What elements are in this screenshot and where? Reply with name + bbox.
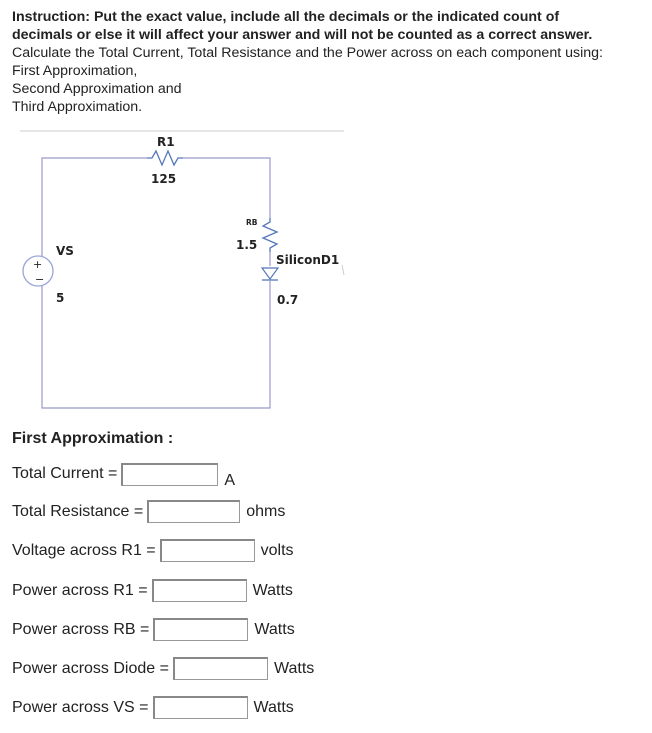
diode-symbol [262,268,278,279]
wire-top-right [183,158,270,218]
rb-name-label: RB [246,218,258,227]
r1-name-label: R1 [157,135,175,149]
diode-name-label: SiliconD1 [276,253,340,267]
power-rb-unit: Watts [254,620,295,638]
power-vs-input[interactable] [153,696,248,719]
total-resistance-row [12,500,285,523]
r1-value-label: 125 [151,172,177,186]
vs-minus-sign: − [35,273,45,286]
vs-plus-sign: + [33,258,43,271]
voltage-r1-unit: volts [260,541,294,559]
wire-bottom [42,287,270,408]
power-rb-row [12,618,295,641]
instruction-bold-line-1: Instruction: Put the exact value, include all the decimals or the indicated count of [12,9,560,25]
power-diode-row [12,657,314,680]
instruction-line-4: First Approximation, [12,63,138,79]
diagram-right-tick [342,265,344,275]
power-vs-label: Power across VS = [12,698,149,716]
instruction-line-3: Calculate the Total Current, Total Resistance and the Power across on each component using: [12,45,603,61]
diode-value-label: 0.7 [277,293,299,307]
power-rb-label: Power across RB = [12,620,150,638]
power-rb-input[interactable] [153,618,248,641]
instructions-block [12,8,642,116]
power-diode-input[interactable] [173,657,268,680]
rb-resistor-symbol [263,218,277,252]
power-r1-input[interactable] [152,579,247,602]
power-r1-unit: Watts [252,581,293,599]
total-current-unit: A [224,472,236,489]
total-current-row [12,458,235,490]
wire-left-top [42,158,147,255]
total-current-label: Total Current = [12,465,118,482]
instruction-bold-line-2: decimals or else it will affect your answer and will not be counted as a correct answer. [12,27,593,43]
total-resistance-label: Total Resistance = [12,502,144,520]
power-vs-row [12,696,294,719]
vs-value-label: 5 [56,291,65,305]
total-resistance-input[interactable] [147,500,240,523]
power-r1-label: Power across R1 = [12,581,148,599]
circuit-diagram [0,125,360,415]
voltage-r1-input[interactable] [160,539,255,562]
r1-resistor-symbol [147,151,183,165]
power-diode-label: Power across Diode = [12,659,169,677]
instruction-line-5: Second Approximation and [12,81,182,97]
power-r1-row [12,579,293,602]
instruction-line-6: Third Approximation. [12,99,143,115]
power-vs-unit: Watts [253,698,294,716]
vs-name-label: VS [56,244,74,258]
voltage-r1-row [12,539,294,562]
rb-value-label: 1.5 [236,238,258,252]
total-resistance-unit: ohms [246,502,286,520]
power-diode-unit: Watts [273,659,315,677]
section-title: First Approximation : [12,430,174,447]
voltage-r1-label: Voltage across R1 = [12,541,156,559]
total-current-input[interactable] [121,463,218,486]
